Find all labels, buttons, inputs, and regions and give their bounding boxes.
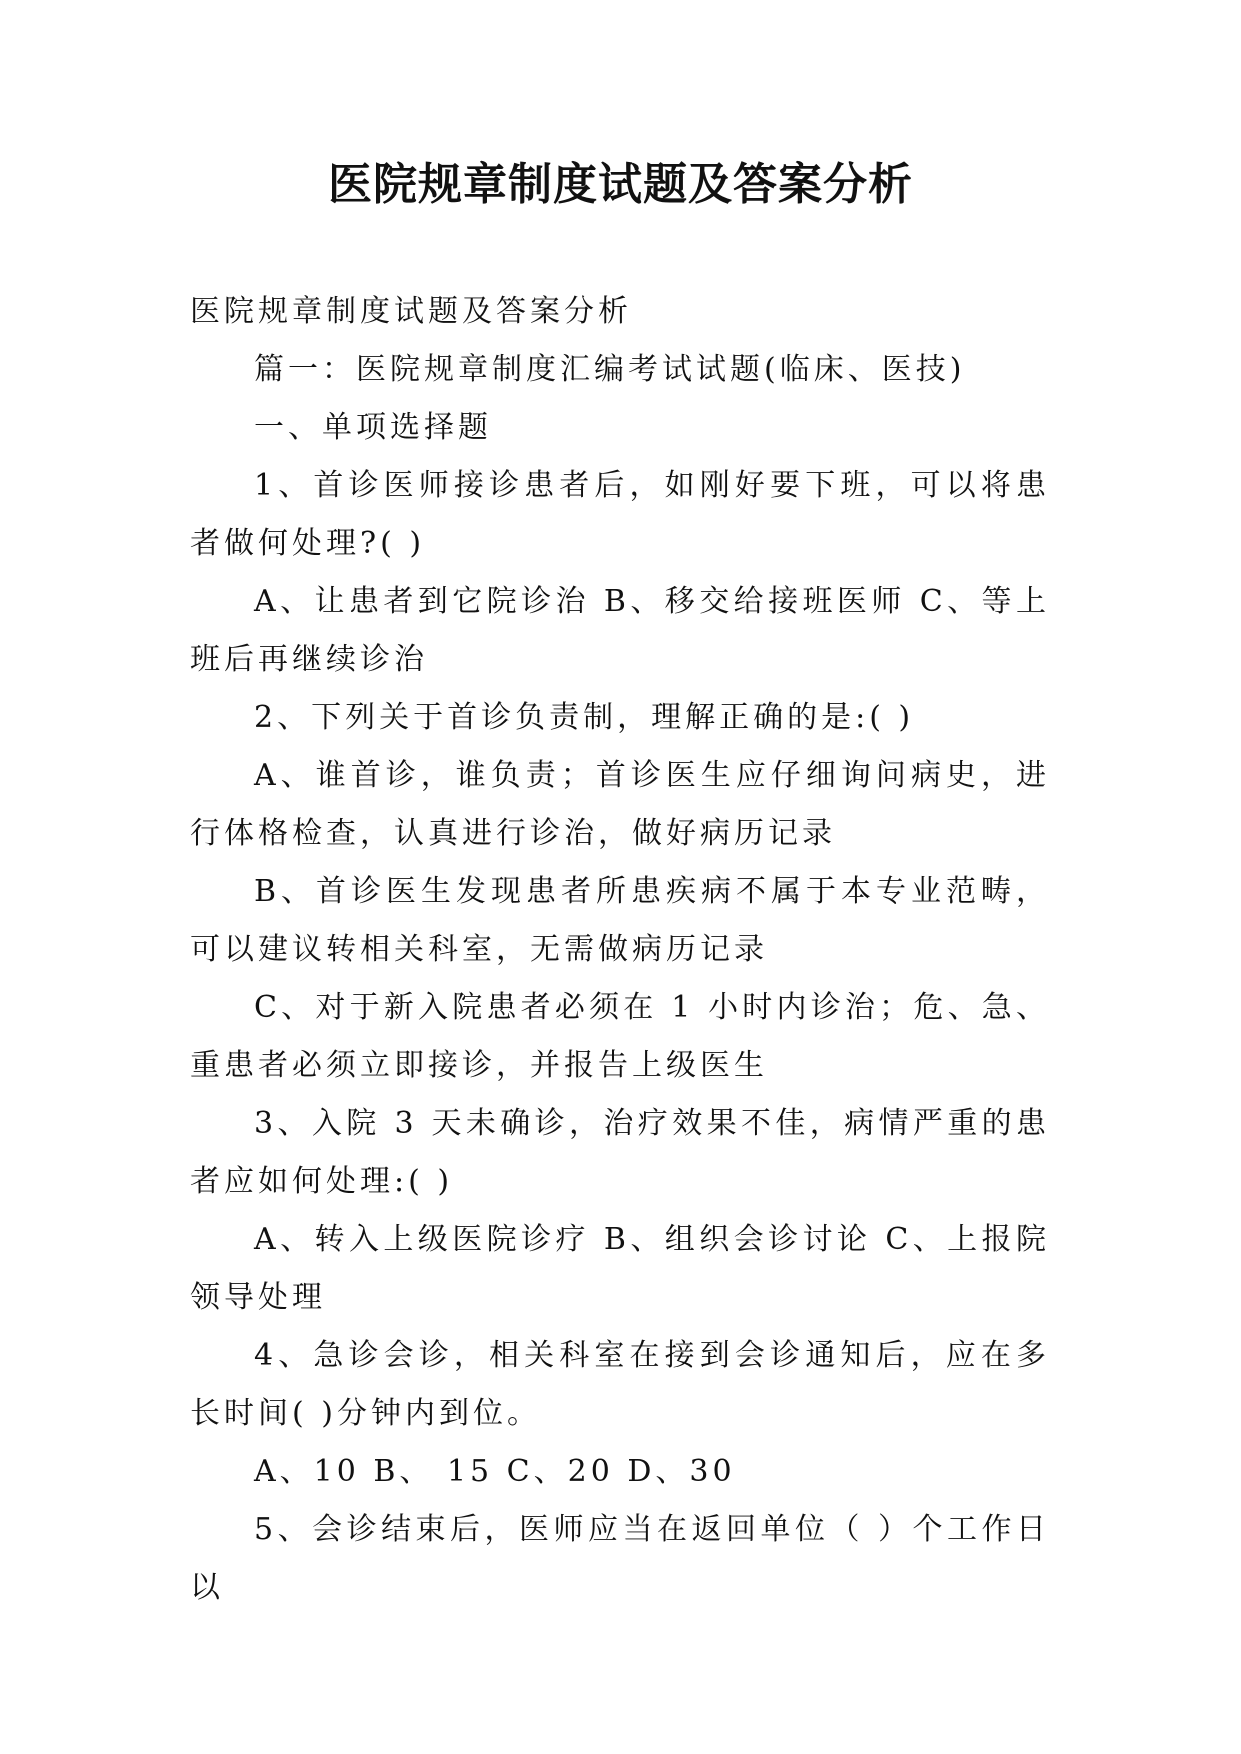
paragraph-option-2a: A、谁首诊，谁负责；首诊医生应仔细询问病史，进行体格检查，认真进行诊治，做好病历记录	[190, 758, 1050, 851]
paragraph-question-3: 3、入院 3 天未确诊，治疗效果不佳，病情严重的患者应如何处理:( )	[190, 1106, 1050, 1199]
document-title: 医院规章制度试题及答案分析	[328, 159, 913, 210]
paragraph-question-4: 4、急诊会诊，相关科室在接到会诊通知后，应在多长时间( )分钟内到位。	[190, 1338, 1050, 1431]
paragraph-option-2c: C、对于新入院患者必须在 1 小时内诊治；危、急、重患者必须立即接诊，并报告上级医生	[190, 990, 1050, 1083]
paragraph-subtitle: 医院规章制度试题及答案分析	[190, 294, 632, 329]
paragraph-question-1: 1、首诊医师接诊患者后，如刚好要下班，可以将患者做何处理?( )	[190, 468, 1050, 561]
paragraph-question-type: 一、单项选择题	[254, 410, 492, 445]
document-body	[190, 283, 1050, 1617]
paragraph-options-4: A、10 B、 15 C、20 D、30	[254, 1454, 736, 1489]
paragraph-option-2b: B、首诊医生发现患者所患疾病不属于本专业范畴，可以建议转相关科室，无需做病历记录	[190, 874, 1050, 967]
paragraph-options-1: A、让患者到它院诊治 B、移交给接班医师 C、等上班后再继续诊治	[190, 584, 1050, 677]
paragraph-options-3: A、转入上级医院诊疗 B、组织会诊讨论 C、上报院领导处理	[190, 1222, 1050, 1315]
paragraph-question-5: 5、会诊结束后，医师应当在返回单位（ ）个工作日以	[190, 1512, 1050, 1605]
paragraph-question-2: 2、下列关于首诊负责制，理解正确的是:( )	[254, 700, 915, 735]
paragraph-section-heading: 篇一：医院规章制度汇编考试试题(临床、医技)	[254, 352, 966, 387]
